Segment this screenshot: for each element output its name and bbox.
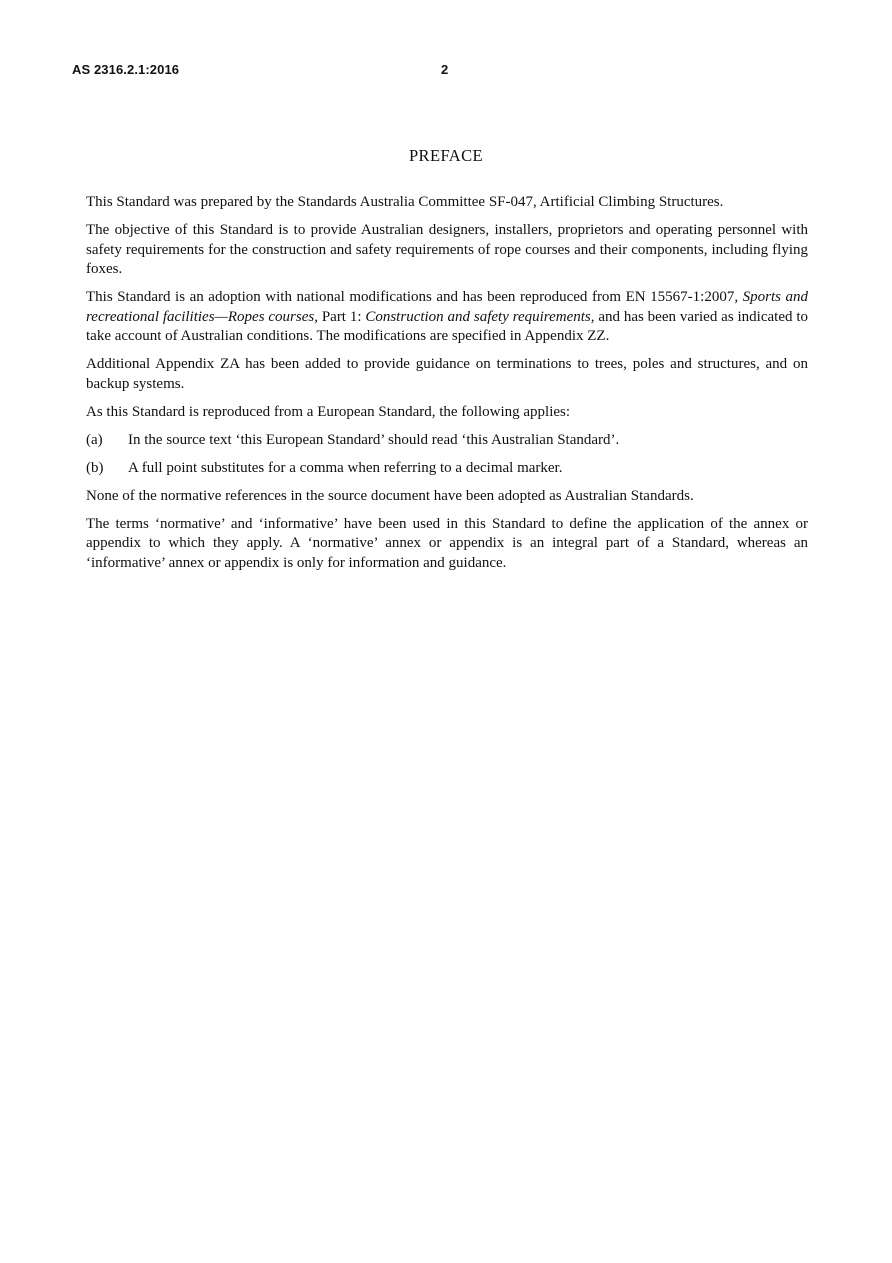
page-number: 2	[441, 62, 449, 77]
list-marker: (a)	[86, 431, 103, 448]
list-item-a	[86, 431, 808, 451]
list-item-b	[86, 459, 808, 479]
paragraph-european-intro: As this Standard is reproduced from a European Standard, the following applies:	[86, 403, 571, 420]
adoption-part-italic: Construction and safety requirements,	[365, 308, 595, 325]
adoption-text-1: This Standard is an adoption with national modifications and has been reproduced from EN 15567-1:2007,	[86, 289, 743, 306]
paragraph-normative-references: None of the normative references in the source document have been adopted as Australian Standards.	[86, 487, 694, 504]
list-text: A full point substitutes for a comma when referring to a decimal marker.	[128, 459, 563, 476]
adoption-text-2: , Part 1:	[314, 308, 366, 325]
list-marker: (b)	[86, 459, 104, 476]
paragraph-committee: This Standard was prepared by the Standards Australia Committee SF-047, Artificial Climbing Structures.	[86, 194, 724, 210]
adoption-text-3: and has been varied as indicated to take account of Australian conditions. The modifications are specified in Appendix ZZ.	[86, 308, 808, 345]
paragraph-adoption	[86, 288, 808, 347]
page-title: PREFACE	[408, 146, 483, 165]
list-text: In the source text ‘this European Standard’ should read ‘this Australian Standard’.	[128, 431, 620, 448]
paragraph-normative-informative: The terms ‘normative’ and ‘informative’ have been used in this Standard to define the application of the annex or appendix to which they apply. A ‘normative’ annex or appendix is an integral part of a Standard, whereas an ‘informative’ annex or appendix is only for information and guidance.	[86, 515, 808, 572]
paragraph-objective: The objective of this Standard is to provide Australian designers, installers, proprietors and operating personnel with safety requirements for the construction and safety requirements of rope courses and their components, including flying foxes.	[86, 221, 808, 278]
standard-number: AS 2316.2.1:2016	[72, 62, 180, 77]
preface-body	[86, 193, 808, 582]
adoption-title-italic: Sports and recreational facilities—Ropes courses	[86, 289, 808, 325]
paragraph-appendix-za: Additional Appendix ZA has been added to provide guidance on terminations to trees, poles and structures, and on backup systems.	[86, 356, 808, 392]
